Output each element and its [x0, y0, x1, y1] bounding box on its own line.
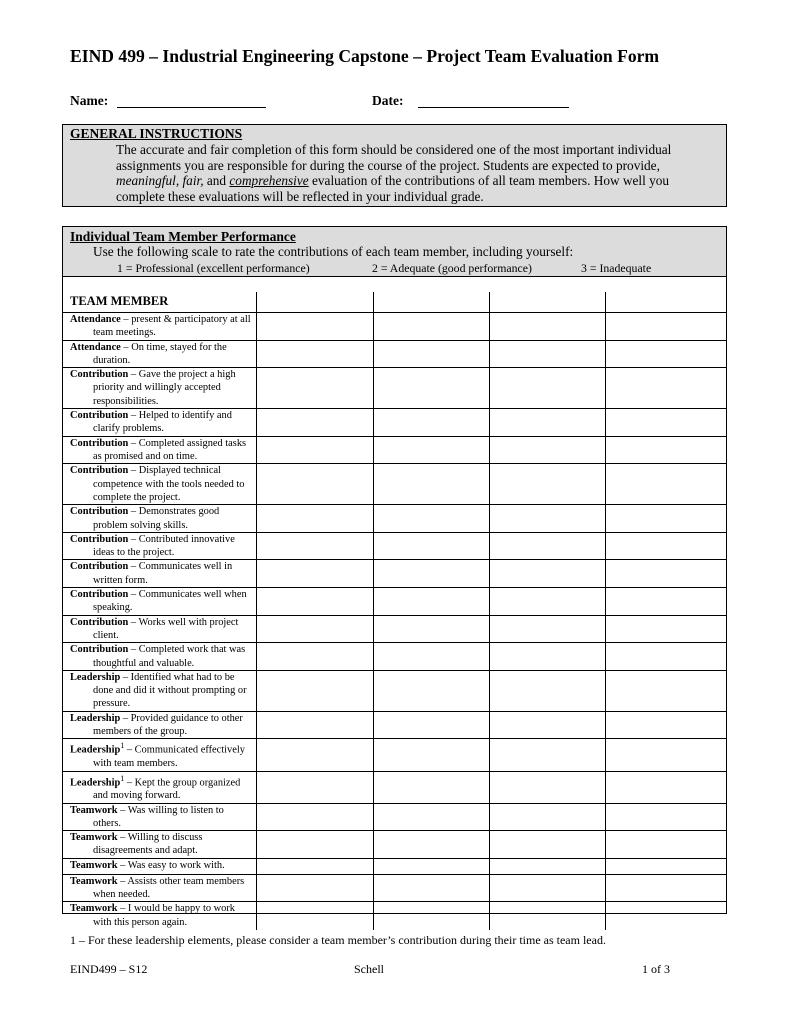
criterion-category: Leadership: [70, 776, 121, 788]
criterion-cell: [63, 643, 256, 671]
rating-cell[interactable]: [373, 803, 489, 831]
criterion-row: [63, 711, 726, 739]
rating-cell[interactable]: [489, 803, 605, 831]
rating-cell[interactable]: [256, 615, 373, 643]
criterion-cell: [63, 711, 256, 739]
rating-cell[interactable]: [256, 560, 373, 588]
rating-cell[interactable]: [256, 643, 373, 671]
criterion-row: [63, 771, 726, 803]
rating-cell[interactable]: [256, 464, 373, 505]
criterion-text: [70, 804, 254, 831]
criterion-category: Teamwork: [70, 859, 118, 871]
criterion-text: [70, 464, 254, 504]
date-field[interactable]: [418, 107, 569, 108]
criterion-category: Contribution: [70, 616, 129, 628]
criterion-row: [63, 368, 726, 409]
criterion-text: [70, 533, 254, 560]
criterion-cell: [63, 588, 256, 616]
criterion-row: [63, 436, 726, 464]
general-instructions-heading: GENERAL INSTRUCTIONS: [70, 126, 243, 141]
criterion-category: Attendance: [70, 313, 121, 325]
criterion-cell: [63, 670, 256, 711]
criterion-text: [70, 409, 254, 436]
rating-cell[interactable]: [605, 560, 726, 588]
rating-cell[interactable]: [489, 409, 605, 437]
rating-cell[interactable]: [256, 739, 373, 771]
rating-cell[interactable]: [373, 670, 489, 711]
rating-cell[interactable]: [256, 831, 373, 859]
rating-cell[interactable]: [605, 831, 726, 859]
rating-cell[interactable]: [256, 312, 373, 340]
criterion-cell: [63, 739, 256, 771]
criterion-cell: [63, 464, 256, 505]
criterion-row: [63, 902, 726, 930]
criterion-row: [63, 858, 726, 874]
criterion-cell: [63, 858, 256, 874]
rating-cell[interactable]: [489, 505, 605, 533]
member-name-cell[interactable]: [373, 292, 489, 312]
criterion-text: [70, 588, 254, 615]
criterion-text: [70, 739, 254, 770]
criterion-cell: [63, 902, 256, 930]
criterion-category: Teamwork: [70, 832, 118, 844]
criterion-row: [63, 831, 726, 859]
criterion-text: [70, 616, 254, 643]
criterion-text: [70, 671, 254, 711]
criterion-cell: [63, 803, 256, 831]
rating-cell[interactable]: [373, 560, 489, 588]
rating-cell[interactable]: [489, 874, 605, 902]
criterion-cell: [63, 560, 256, 588]
criterion-category: Leadership: [70, 671, 121, 683]
criterion-description: – Completed assigned tasks as promised and on time.: [93, 437, 247, 462]
rating-cell[interactable]: [256, 803, 373, 831]
rating-cell[interactable]: [605, 803, 726, 831]
rating-cell[interactable]: [489, 464, 605, 505]
criterion-text: [70, 437, 254, 464]
criterion-row: [63, 739, 726, 771]
criterion-text: [70, 341, 254, 368]
criterion-cell: [63, 532, 256, 560]
criterion-category: Attendance: [70, 341, 121, 353]
instructions-text-2: and: [203, 173, 230, 188]
general-instructions-text: [116, 142, 721, 204]
criterion-text: [70, 831, 254, 858]
criterion-description: – Kept the group organized and moving forward.: [93, 776, 241, 802]
rating-cell[interactable]: [373, 615, 489, 643]
team-member-label: TEAM MEMBER: [70, 294, 169, 309]
rating-cell[interactable]: [256, 874, 373, 902]
general-instructions-box: [62, 124, 727, 207]
criterion-description: – On time, stayed for the duration.: [93, 341, 227, 366]
rating-cell[interactable]: [605, 874, 726, 902]
rating-cell[interactable]: [373, 874, 489, 902]
criterion-row: [63, 588, 726, 616]
criterion-cell: [63, 771, 256, 803]
criterion-text: [70, 368, 254, 408]
criterion-row: [63, 803, 726, 831]
rating-cell[interactable]: [256, 670, 373, 711]
criterion-category: Teamwork: [70, 875, 118, 887]
evaluation-table: [63, 292, 726, 930]
rating-cell[interactable]: [256, 858, 373, 874]
name-label: Name:: [70, 93, 109, 108]
rating-cell[interactable]: [373, 312, 489, 340]
criterion-cell: [63, 874, 256, 902]
criterion-text: [70, 313, 254, 340]
rating-cell[interactable]: [605, 643, 726, 671]
rating-cell[interactable]: [489, 831, 605, 859]
rating-cell[interactable]: [605, 532, 726, 560]
criterion-description: – Demonstrates good problem solving skills.: [93, 506, 220, 531]
criterion-cell: [63, 312, 256, 340]
instructions-emphasis-2: comprehensive: [229, 173, 309, 188]
rating-cell[interactable]: [373, 409, 489, 437]
scale-item-2: 2 = Adequate (good performance): [372, 261, 532, 275]
team-member-header: [63, 292, 256, 312]
instructions-text-3: evaluation of the contributions of all team members. How well you complete these evaluations will be reflected in your individual grade.: [116, 173, 670, 204]
form-title: EIND 499 – Industrial Engineering Capstone – Project Team Evaluation Form: [70, 46, 660, 66]
criterion-category: Contribution: [70, 369, 129, 381]
criterion-row: [63, 615, 726, 643]
criterion-row: [63, 532, 726, 560]
rating-cell[interactable]: [489, 902, 605, 930]
criterion-description: – Completed work that was thoughtful and valuable.: [93, 644, 246, 669]
criterion-category: Contribution: [70, 506, 129, 518]
criterion-description: – Communicates well when speaking.: [93, 589, 247, 614]
criterion-description: – Was willing to listen to others.: [93, 804, 224, 829]
rating-cell[interactable]: [605, 464, 726, 505]
rating-cell[interactable]: [489, 643, 605, 671]
evaluation-intro: Use the following scale to rate the contributions of each team member, including yourself:: [93, 244, 574, 259]
rating-cell[interactable]: [605, 615, 726, 643]
rating-cell[interactable]: [489, 312, 605, 340]
criterion-cell: [63, 368, 256, 409]
criterion-text: [70, 643, 254, 670]
evaluation-heading: Individual Team Member Performance: [70, 229, 296, 244]
rating-cell[interactable]: [605, 368, 726, 409]
rating-cell[interactable]: [605, 409, 726, 437]
rating-cell[interactable]: [605, 711, 726, 739]
criterion-row: [63, 670, 726, 711]
footnote: 1 – For these leadership elements, please consider a team member’s contribution during their time as team lead.: [70, 933, 606, 947]
criterion-category: Contribution: [70, 589, 129, 601]
member-name-cell[interactable]: [256, 292, 373, 312]
rating-cell[interactable]: [256, 532, 373, 560]
footnote-marker: 1: [120, 773, 125, 783]
rating-cell[interactable]: [373, 464, 489, 505]
rating-cell[interactable]: [373, 643, 489, 671]
rating-cell[interactable]: [373, 831, 489, 859]
rating-cell[interactable]: [373, 858, 489, 874]
criterion-cell: [63, 615, 256, 643]
rating-cell[interactable]: [605, 858, 726, 874]
rating-cell[interactable]: [489, 368, 605, 409]
criterion-text: [70, 712, 254, 739]
rating-cell[interactable]: [489, 615, 605, 643]
rating-cell[interactable]: [489, 436, 605, 464]
criterion-category: Contribution: [70, 465, 129, 477]
instructions-text-1: The accurate and fair completion of this form should be considered one of the most important individual assignments you are responsible for during the course of the project. Students are expected to provide,: [116, 142, 672, 173]
rating-cell[interactable]: [489, 670, 605, 711]
rating-cell[interactable]: [489, 560, 605, 588]
rating-cell[interactable]: [605, 340, 726, 368]
evaluation-header: [63, 227, 726, 277]
criterion-description: – Displayed technical competence with the tools needed to complete the project.: [93, 465, 245, 503]
rating-cell[interactable]: [489, 532, 605, 560]
criterion-description: – Provided guidance to other members of the group.: [93, 712, 243, 738]
criterion-cell: [63, 340, 256, 368]
rating-cell[interactable]: [373, 588, 489, 616]
rating-cell[interactable]: [489, 739, 605, 771]
criterion-category: Contribution: [70, 644, 129, 656]
member-name-cell[interactable]: [489, 292, 605, 312]
rating-cell[interactable]: [256, 711, 373, 739]
criterion-row: [63, 312, 726, 340]
rating-cell[interactable]: [373, 505, 489, 533]
criterion-description: – Gave the project a high priority and willingly accepted responsibilities.: [93, 369, 236, 407]
rating-cell[interactable]: [256, 409, 373, 437]
criterion-category: Leadership: [70, 712, 121, 724]
criterion-row: [63, 409, 726, 437]
criterion-row: [63, 464, 726, 505]
footer-page-number: 1 of 3: [642, 962, 670, 976]
rating-cell[interactable]: [373, 771, 489, 803]
rating-cell[interactable]: [373, 902, 489, 930]
rating-cell[interactable]: [256, 771, 373, 803]
rating-cell[interactable]: [489, 588, 605, 616]
criterion-description: – Works well with project client.: [93, 616, 239, 641]
rating-cell[interactable]: [605, 902, 726, 930]
rating-cell[interactable]: [256, 505, 373, 533]
rating-cell[interactable]: [489, 858, 605, 874]
criterion-row: [63, 560, 726, 588]
criterion-category: Contribution: [70, 410, 129, 422]
criterion-cell: [63, 831, 256, 859]
footer-course: EIND499 – S12: [70, 962, 148, 976]
criterion-description: – Contributed innovative ideas to the project.: [93, 533, 235, 559]
rating-cell[interactable]: [605, 739, 726, 771]
rating-cell[interactable]: [373, 368, 489, 409]
criterion-cell: [63, 436, 256, 464]
rating-cell[interactable]: [373, 739, 489, 771]
criterion-description: – Assists other team members when needed.: [93, 875, 245, 901]
rating-cell[interactable]: [605, 670, 726, 711]
criterion-description: – Helped to identify and clarify problems.: [93, 410, 232, 435]
criterion-row: [63, 505, 726, 533]
rating-cell[interactable]: [605, 505, 726, 533]
rating-cell[interactable]: [489, 340, 605, 368]
criterion-description: – Willing to discuss disagreements and adapt.: [93, 832, 203, 857]
criterion-text: [70, 505, 254, 532]
rating-cell[interactable]: [605, 588, 726, 616]
rating-cell[interactable]: [256, 436, 373, 464]
criterion-text: [70, 560, 254, 587]
rating-cell[interactable]: [373, 711, 489, 739]
criterion-text: [70, 859, 254, 872]
rating-cell[interactable]: [605, 771, 726, 803]
instructions-emphasis-1: meaningful, fair,: [116, 173, 204, 188]
criterion-category: Contribution: [70, 437, 129, 449]
rating-cell[interactable]: [256, 340, 373, 368]
criterion-category: Contribution: [70, 561, 129, 573]
rating-cell[interactable]: [256, 368, 373, 409]
rating-cell[interactable]: [489, 771, 605, 803]
criterion-cell: [63, 505, 256, 533]
criterion-row: [63, 340, 726, 368]
criterion-text: [70, 902, 254, 929]
criterion-description: – I would be happy to work with this person again.: [93, 903, 235, 928]
rating-cell[interactable]: [256, 588, 373, 616]
criterion-category: Teamwork: [70, 804, 118, 816]
criterion-description: – Communicated effectively with team members.: [93, 744, 245, 770]
scale-item-1: 1 = Professional (excellent performance): [117, 261, 310, 275]
criterion-text: [70, 772, 254, 803]
criterion-category: Contribution: [70, 533, 129, 545]
criterion-category: Leadership: [70, 744, 121, 756]
rating-cell[interactable]: [373, 532, 489, 560]
scale-item-3: 3 = Inadequate: [581, 261, 652, 275]
criterion-row: [63, 643, 726, 671]
rating-cell[interactable]: [373, 340, 489, 368]
criterion-category: Teamwork: [70, 903, 118, 915]
rating-cell[interactable]: [489, 711, 605, 739]
table-header-row: [63, 292, 726, 312]
criterion-description: – present & participatory at all team meetings.: [93, 313, 251, 338]
member-name-cell[interactable]: [605, 292, 726, 312]
rating-cell[interactable]: [605, 436, 726, 464]
criterion-description: – Was easy to work with.: [117, 859, 225, 871]
criterion-description: – Identified what had to be done and did it without prompting or pressure.: [93, 671, 247, 710]
criterion-row: [63, 874, 726, 902]
rating-cell[interactable]: [373, 436, 489, 464]
rating-cell[interactable]: [256, 902, 373, 930]
name-field[interactable]: [117, 107, 266, 108]
date-label: Date:: [372, 93, 404, 108]
criterion-text: [70, 875, 254, 902]
footnote-marker: 1: [120, 741, 125, 751]
evaluation-section: [62, 226, 727, 928]
rating-cell[interactable]: [605, 312, 726, 340]
criterion-cell: [63, 409, 256, 437]
footer-author: Schell: [354, 962, 384, 976]
criterion-description: – Communicates well in written form.: [93, 561, 233, 586]
